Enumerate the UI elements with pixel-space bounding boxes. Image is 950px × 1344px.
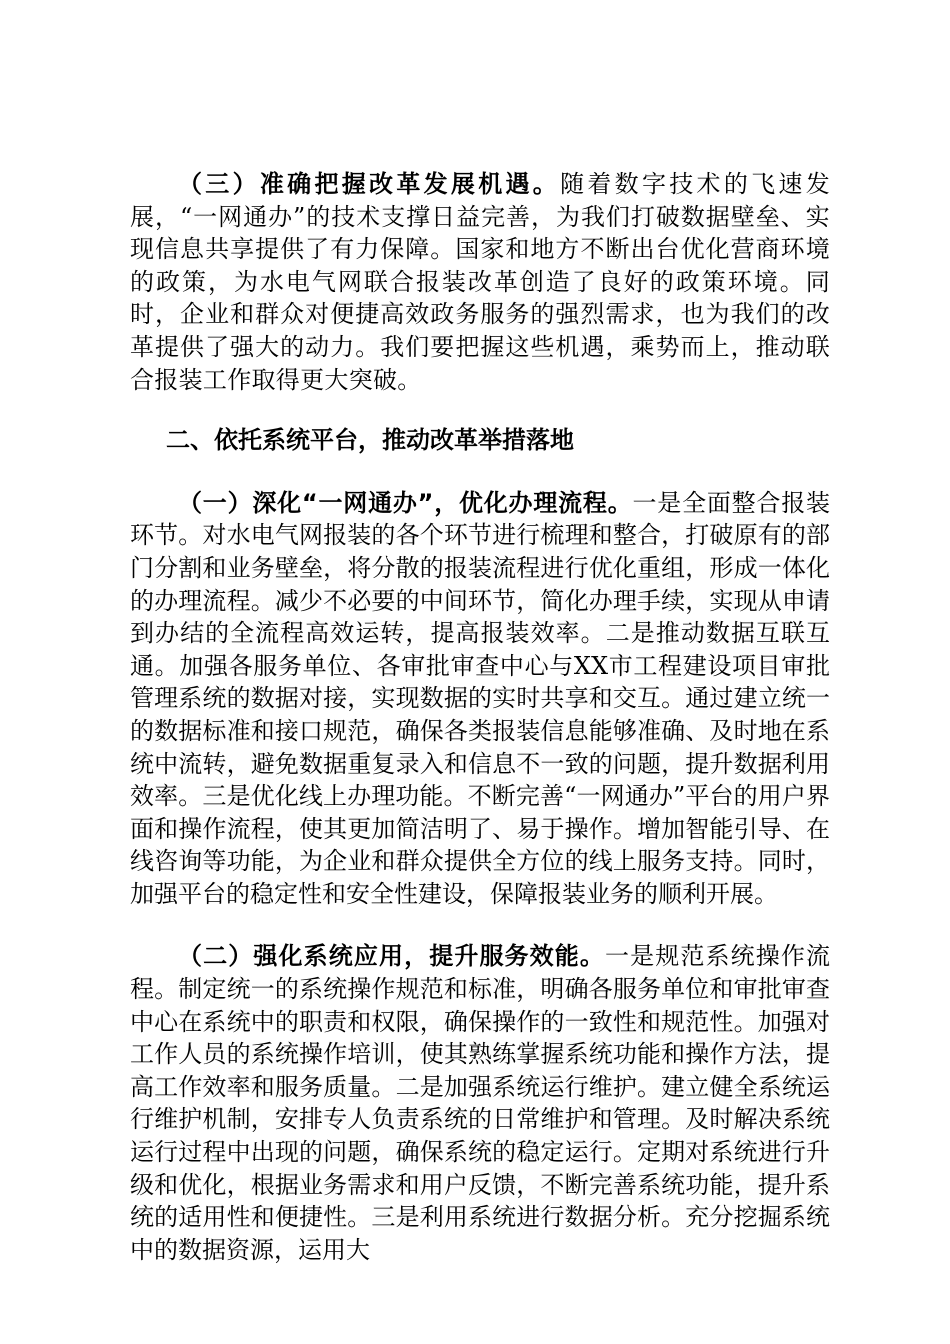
paragraph-lead-heading: （二）强化系统应用，提升服务效能。 [178, 942, 606, 971]
paragraph-one-network [130, 487, 830, 911]
document-page [130, 168, 830, 1266]
paragraph-body: 一是全面整合报装环节。对水电气网报装的各个环节进行梳理和整合，打破原有的部门分割和业务壁垒，将分散的报装流程进行优化重组，形成一体化的办理流程。减少不必要的中间环节，简化办理手续，实现从申请到办结的全流程高效运转，提高报装效率。二是推动数据互联互通。加强各服务单位、各审批审查中心与XX市工程建设项目审批管理系统的数据对接，实现数据的实时共享和交互。通过建立统一的数据标准和接口规范，确保各类报装信息能够准确、及时地在系统中流转，避免数据重复录入和信息不一致的问题，提升数据利用效率。三是优化线上办理功能。不断完善“一网通办”平台的用户界面和操作流程，使其更加简洁明了、易于操作。增加智能引导、在线咨询等功能，为企业和群众提供全方位的线上服务支持。同时，加强平台的稳定性和安全性建设，保障报装业务的顺利开展。 [130, 488, 831, 908]
section-heading: 二、依托系统平台，推动改革举措落地 [166, 426, 574, 455]
paragraph-lead-heading: （一）深化“一网通办”，优化办理流程。 [178, 488, 633, 517]
paragraph-lead-heading: （三）准确把握改革发展机遇。 [178, 170, 561, 198]
paragraph-opportunity [130, 168, 830, 396]
paragraph-system-application [130, 940, 830, 1266]
paragraph-body: 一是规范系统操作流程。制定统一的系统操作规范和标准，明确各服务单位和审批审查中心在系统中的职责和权限，确保操作的一致性和规范性。加强对工作人员的系统操作培训，使其熟练掌握系统功能和操作方法，提高工作效率和服务质量。二是加强系统运行维护。建立健全系统运行维护机制，安排专人负责系统的日常维护和管理。及时解决系统运行过程中出现的问题，确保系统的稳定运行。定期对系统进行升级和优化，根据业务需求和用户反馈，不断完善系统功能，提升系统的适用性和便捷性。三是利用系统进行数据分析。充分挖掘系统中的数据资源，运用大 [130, 942, 831, 1264]
paragraph-body: 随着数字技术的飞速发展，“一网通办”的技术支撑日益完善，为我们打破数据壁垒、实现信息共享提供了有力保障。国家和地方不断出台优化营商环境的政策，为水电气网联合报装改革创造了良好的政策环境。同时，企业和群众对便捷高效政务服务的强烈需求，也为我们的改革提供了强大的动力。我们要把握这些机遇，乘势而上，推动联合报装工作取得更大突破。 [130, 170, 830, 394]
